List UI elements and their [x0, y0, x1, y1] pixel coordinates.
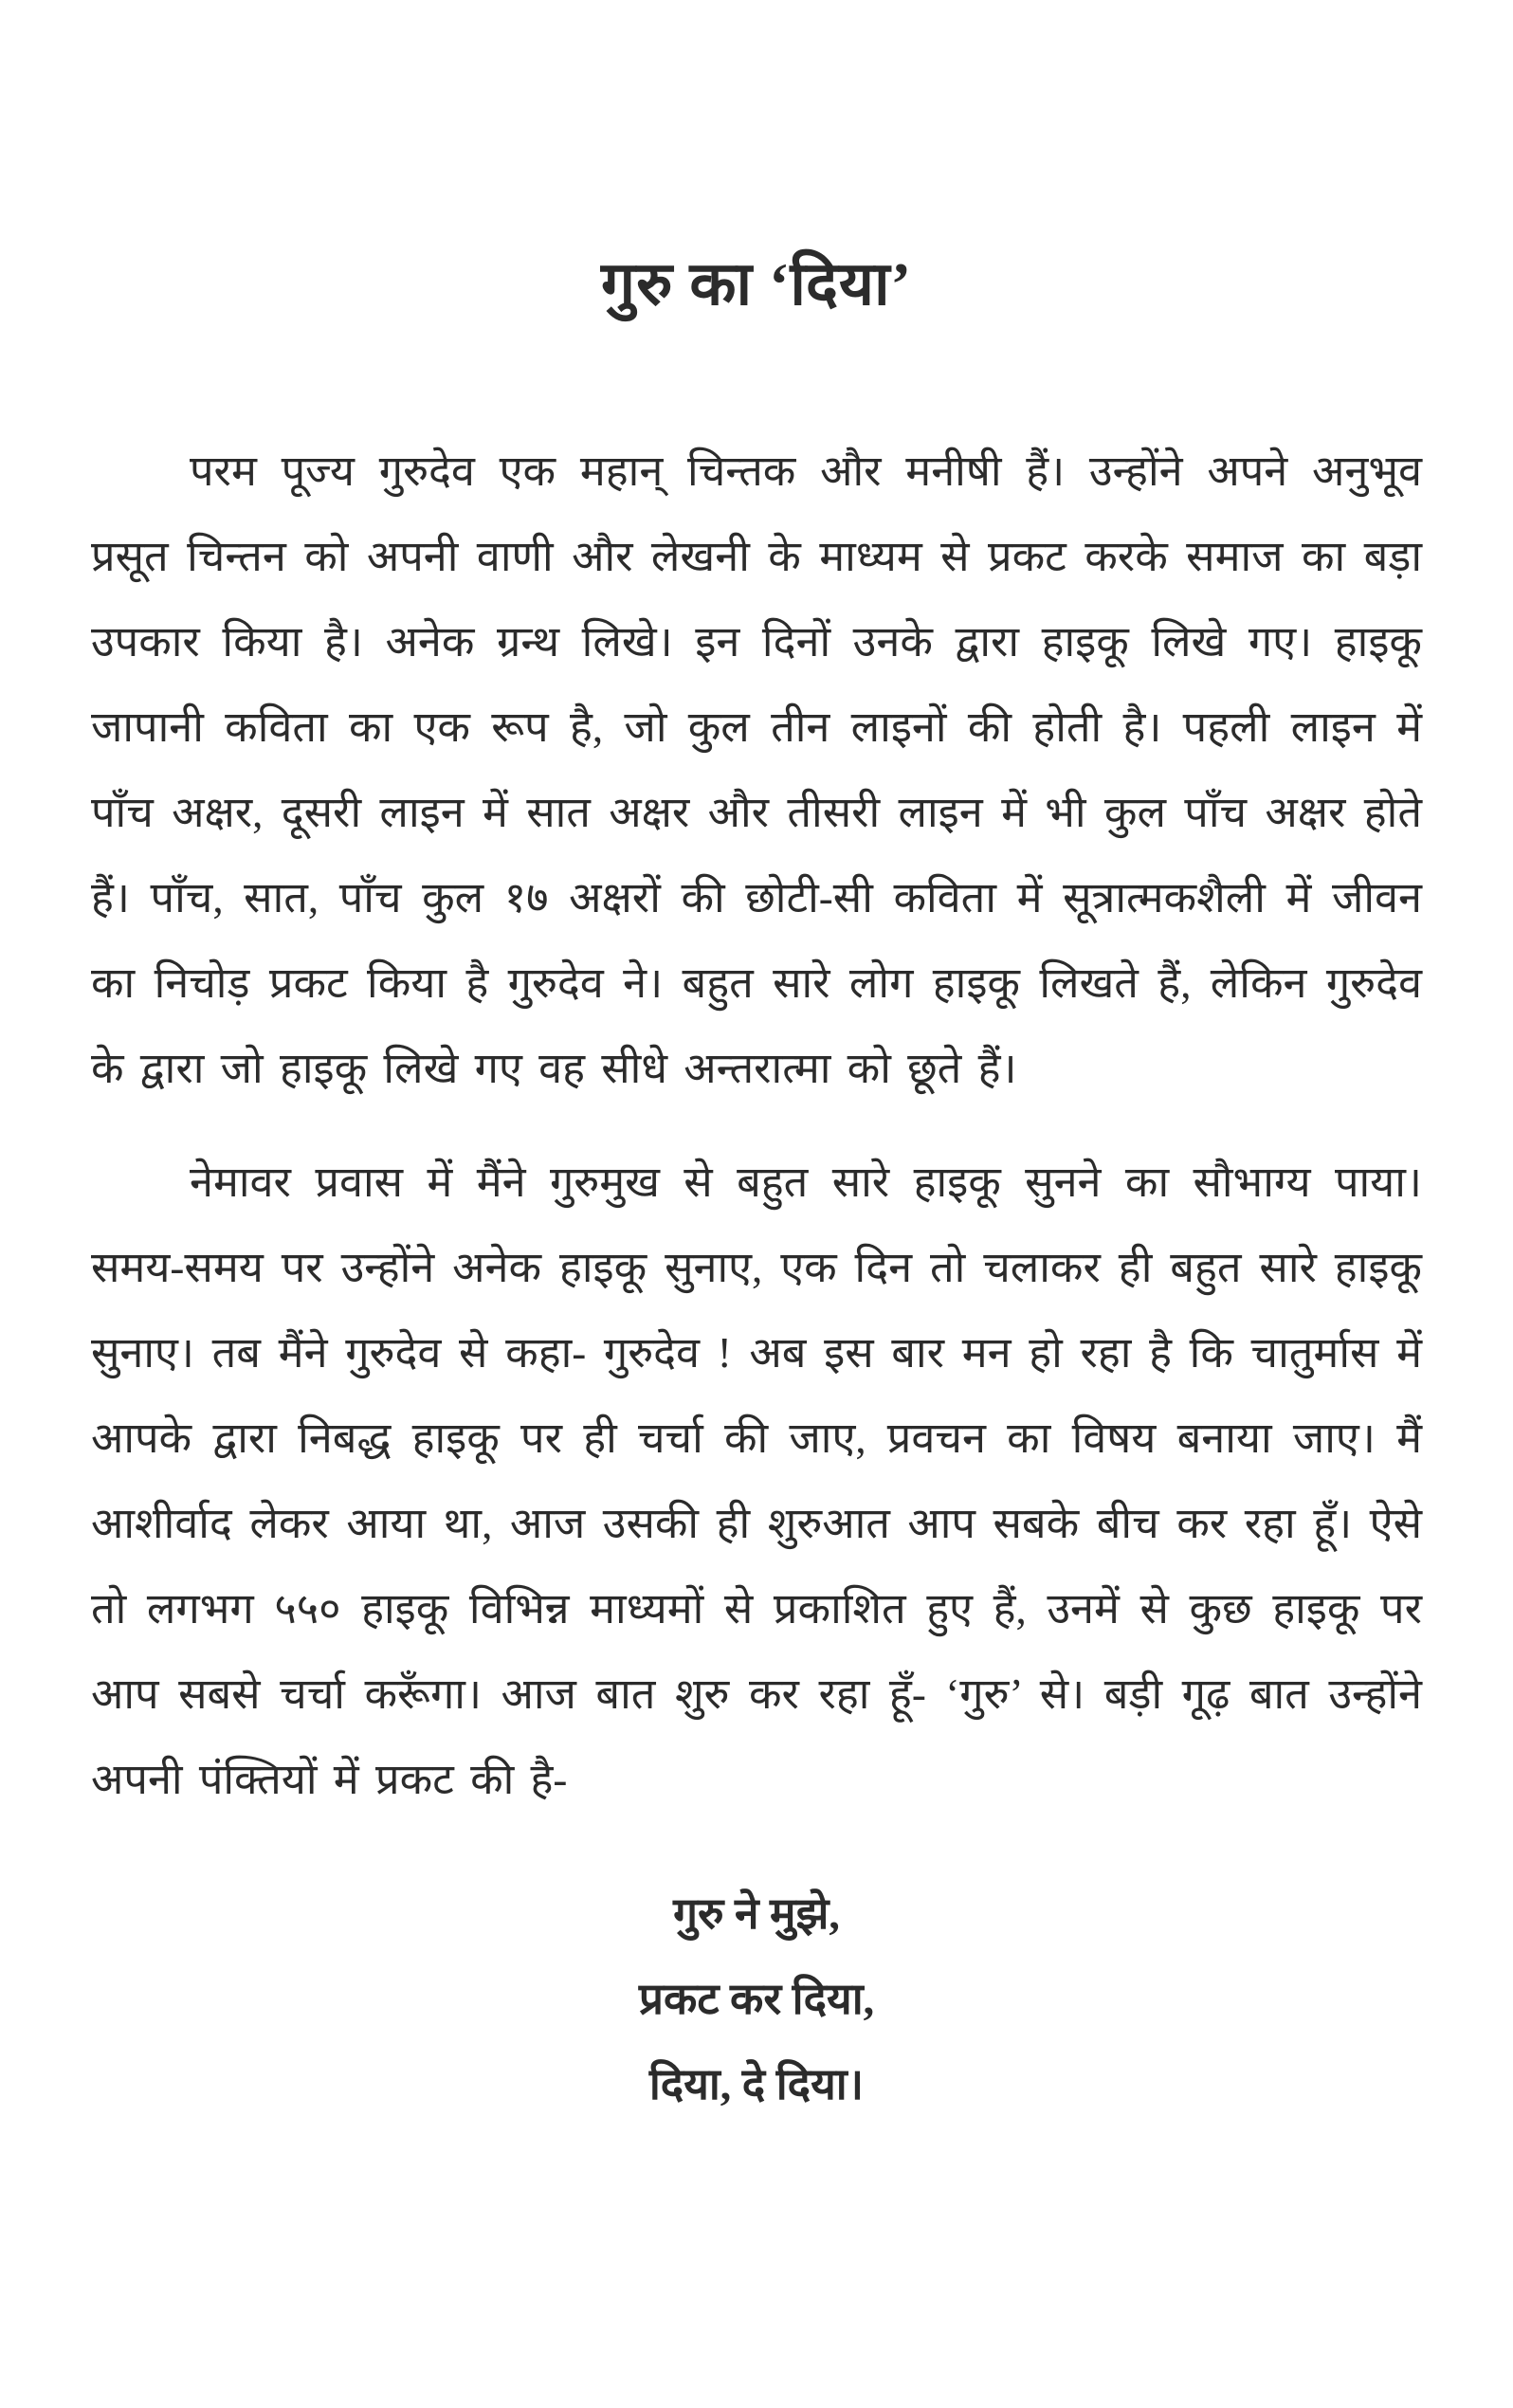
haiku-line-2: प्रकट कर दिया, — [638, 1975, 875, 2023]
paragraph-2: नेमावर प्रवास में मैंने गुरुमुख से बहुत सारे हाइकू सुनने का सौभाग्य पाया। समय-समय पर उन्होंने अनेक हाइकू सुनाए, एक दिन तो चलाकर ही बहुत सारे हाइकू सुनाए। तब मैंने गुरुदेव से कहा- गुरुदेव ! अब इस बार मन हो रहा है कि चातुर्मास में आपके द्वारा निबद्ध हाइकू पर ही चर्चा की जाए, प्रवचन का विषय बनाया जाए। मैं आशीर्वाद लेकर आया था, आज उसकी ही शुरुआत आप सबके बीच कर रहा हूँ। ऐसे तो लगभग ५५० हाइकू विभिन्न माध्यमों से प्रकाशित हुए हैं, उनमें से कुछ हाइकू पर आप सबसे चर्चा करूँगा। आज बात शुरु कर रहा हूँ- ‘गुरु’ से। बड़ी गूढ़ बात उन्होंने अपनी पंक्तियों में प्रकट की है- — [91, 1158, 1422, 1803]
haiku-line-3: दिया, दे दिया। — [648, 2060, 865, 2108]
page-title: गुरु का ‘दिया’ — [601, 250, 912, 318]
haiku-poem — [91, 1871, 1422, 2127]
paragraph-1: परम पूज्य गुरुदेव एक महान् चिन्तक और मनीषी हैं। उन्होंने अपने अनुभूव प्रसूत चिन्तन को अपनी वाणी और लेखनी के माध्यम से प्रकट करके समाज का बड़ा उपकार किया है। अनेक ग्रन्थ लिखे। इन दिनों उनके द्वारा हाइकू लिखे गए। हाइकू जापानी कविता का एक रूप है, जो कुल तीन लाइनों की होती है। पहली लाइन में पाँच अक्षर, दूसरी लाइन में सात अक्षर और तीसरी लाइन में भी कुल पाँच अक्षर होते हैं। पाँच, सात, पाँच कुल १७ अक्षरों की छोटी-सी कविता में सूत्रात्मकशैली में जीवन का निचोड़ प्रकट किया है गुरुदेव ने। बहुत सारे लोग हाइकू लिखते हैं, लेकिन गुरुदेव के द्वारा जो हाइकू लिखे गए वह सीधे अन्तरात्मा को छूते हैं। — [91, 447, 1422, 1092]
haiku-line-1: गुरु ने मुझे, — [673, 1889, 840, 1938]
body-text — [91, 429, 1422, 1822]
